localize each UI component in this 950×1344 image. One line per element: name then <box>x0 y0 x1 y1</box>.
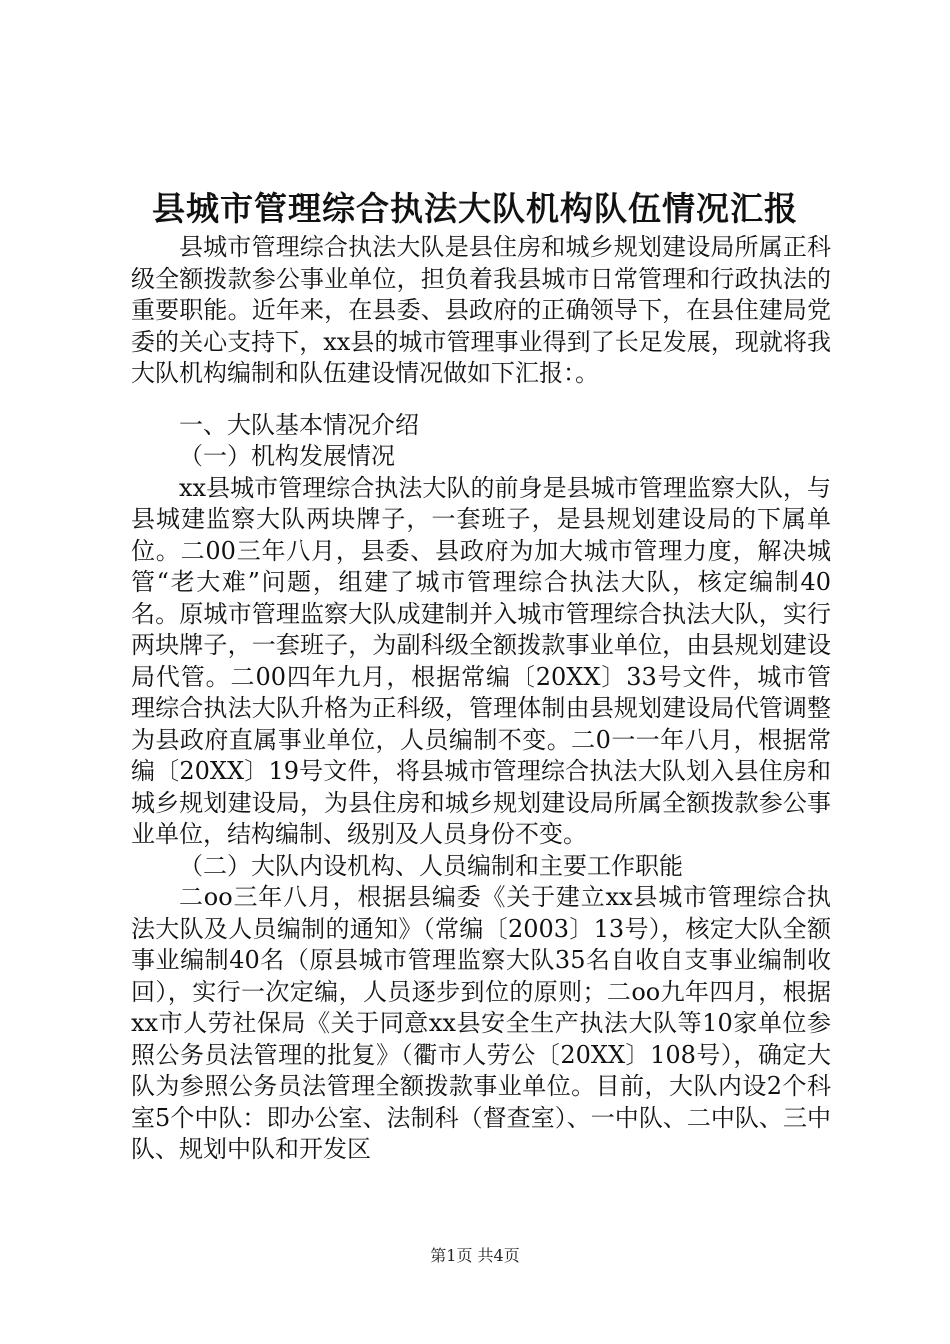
subsection-heading-2: （二）大队内设机构、人员编制和主要工作职能 <box>179 851 683 880</box>
page-footer: 第1页 共4页 <box>430 1246 520 1265</box>
document-title: 县城市管理综合执法大队机构队伍情况汇报 <box>152 189 798 228</box>
paragraph-gap <box>131 390 831 410</box>
subsection-paragraph-1: xx县城市管理综合执法大队的前身是县城市管理监察大队，与县城建监察大队两块牌子，一套班子，是县规划建设局的下属单位。二00三年八月，县委、县政府为加大城市管理力度，解决城管“老大难”问题，组建了城市管理综合执法大队，核定编制40名。原城市管理监察大队成建制并入城市管理综合执法大队，实行两块牌子，一套班子，为副科级全额拨款事业单位，由县规划建设局代管。二00四年九月，根据常编〔20XX〕33号文件，城市管理综合执法大队升格为正科级，管理体制由县规划建设局代管调整为县政府直属事业单位，人员编制不变。二0一一年八月，根据常编〔20XX〕19号文件，将县城市管理综合执法大队划入县住房和城乡规划建设局，为县住房和城乡规划建设局所属全额拨款参公事业单位，结构编制、级别及人员身份不变。 <box>131 473 831 848</box>
subsection-paragraph-2: 二oo三年八月，根据县编委《关于建立xx县城市管理综合执法大队及人员编制的通知》（常编〔2003〕13号），核定大队全额事业编制40名（原县城市管理监察大队35名自收自支事业编制收回），实行一次定编，人员逐步到位的原则；二oo九年四月，根据xx市人劳社保局《关于同意xx县安全生产执法大队等10家单位参照公务员法管理的批复》（衢市人劳公〔20XX〕108号），确定大队为参照公务员法管理全额拨款事业单位。目前，大队内设2个科室5个中队：即办公室、法制科（督查室）、一中队、二中队、三中队、规划中队和开发区 <box>131 883 831 1163</box>
section-heading-1: 一、大队基本情况介绍 <box>179 410 419 439</box>
document-body <box>131 232 831 1166</box>
subsection-heading-1: （一）机构发展情况 <box>179 442 395 470</box>
intro-paragraph: 县城市管理综合执法大队是县住房和城乡规划建设局所属正科级全额拨款参公事业单位，担负着我县城市日常管理和行政执法的重要职能。近年来，在县委、县政府的正确领导下，在县住建局党委的关心支持下，xx县的城市管理事业得到了长足发展，现就将我大队机构编制和队伍建设情况做如下汇报：。 <box>131 233 831 387</box>
